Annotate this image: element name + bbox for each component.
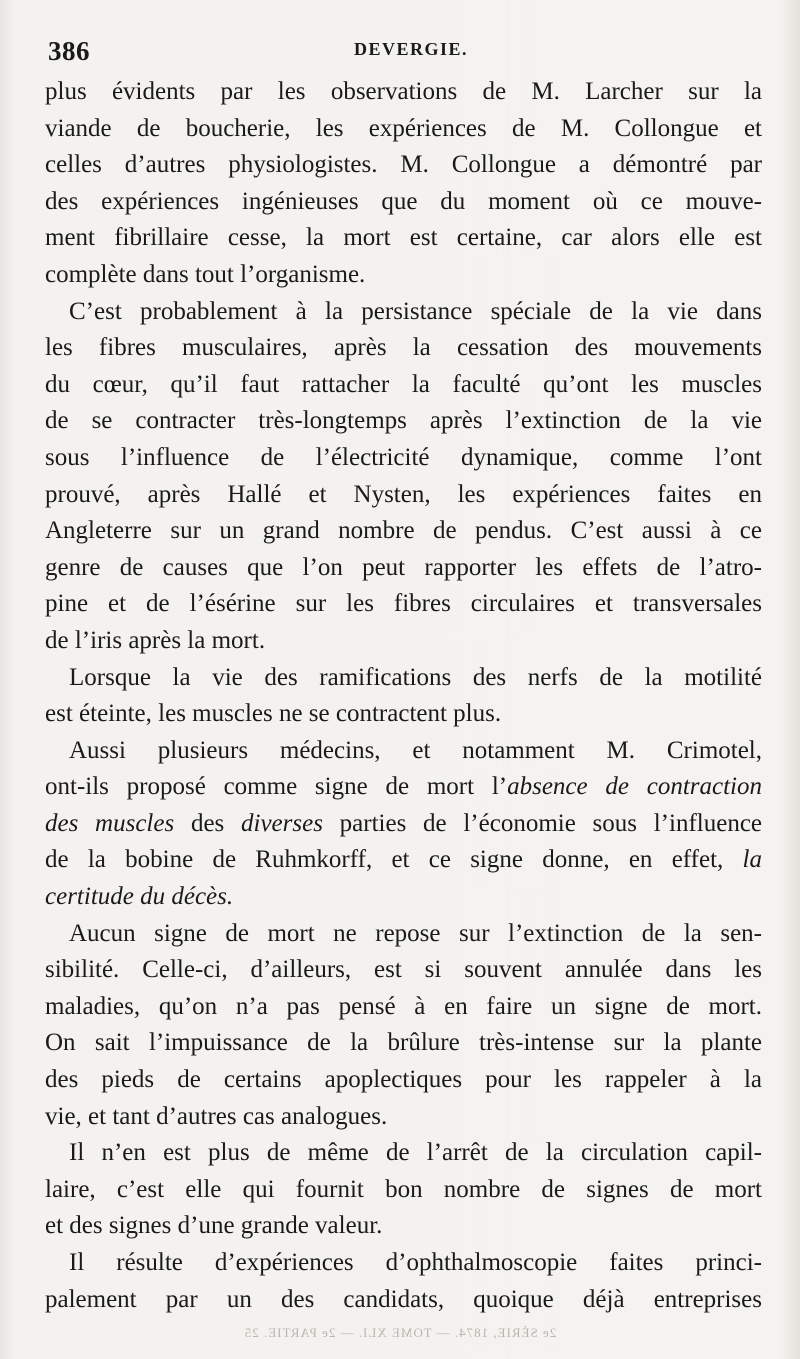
italic-text: certitude du décès. (45, 883, 234, 911)
text-line (45, 550, 762, 587)
text-line (45, 916, 762, 953)
text-segment: On sait l’impuissance de la brûlure très-intense sur la plante (45, 1029, 762, 1057)
text-segment: Aucun signe de mort ne repose sur l’extinction de la sen- (69, 919, 762, 947)
text-line (45, 440, 762, 477)
page-header (48, 36, 758, 72)
bleed-through-footer: 2e SÉRIE, 1874. — TOME XLI. — 2e PARTIE. 25 (243, 1325, 557, 1340)
text-segment: prouvé, après Hallé et Nysten, les expériences faites en (45, 480, 762, 508)
text-line (45, 1099, 762, 1136)
text-line (45, 1245, 762, 1282)
text-line (45, 74, 762, 111)
text-segment: C’est probablement à la persistance spéciale de la vie dans (69, 297, 762, 325)
text-line (45, 111, 762, 148)
page-number: 386 (48, 36, 90, 66)
text-line (45, 623, 762, 660)
text-line (45, 806, 762, 843)
text-line (45, 586, 762, 623)
text-segment: de se contracter très-longtemps après l’extinction de la vie (45, 407, 762, 435)
text-line (45, 952, 762, 989)
text-line (45, 989, 762, 1026)
text-line (45, 660, 762, 697)
text-segment: sibilité. Celle-ci, d’ailleurs, est si souvent annulée dans les (45, 956, 762, 984)
text-line (45, 477, 762, 514)
text-line (45, 330, 762, 367)
text-segment: et des signes d’une grande valeur. (45, 1212, 383, 1240)
text-segment: palement par un des candidats, quoique déjà entreprises (45, 1285, 762, 1313)
text-segment: de l’iris après la mort. (45, 626, 266, 654)
text-segment: genre de causes que l’on peut rapporter les effets de l’atro- (45, 553, 762, 581)
text-segment: maladies, qu’on n’a pas pensé à en faire un signe de mort. (45, 992, 762, 1020)
text-segment: Il n’en est plus de même de l’arrêt de la circulation capil- (69, 1139, 762, 1167)
text-segment: celles d’autres physiologistes. M. Collongue a démontré par (45, 151, 762, 179)
text-line (45, 257, 762, 294)
text-line (45, 220, 762, 257)
text-line (45, 696, 762, 733)
text-line (45, 1025, 762, 1062)
text-line (45, 733, 762, 770)
text-segment: de la bobine de Ruhmkorff, et ce signe donne, en effet, (45, 846, 743, 874)
text-line (45, 842, 762, 879)
text-segment: des (174, 809, 242, 837)
body-text (45, 74, 762, 1318)
text-line (45, 1208, 762, 1245)
text-segment: complète dans tout l’organisme. (45, 260, 366, 288)
text-segment: parties de l’économie sous l’influence (322, 809, 763, 837)
text-line (45, 147, 762, 184)
text-segment: Lorsque la vie des ramifications des nerfs de la motilité (69, 663, 762, 691)
text-segment: Il résulte d’expériences d’ophthalmoscopie faites princi- (69, 1249, 762, 1276)
text-segment: des pieds de certains apoplectiques pour les rappeler à la (45, 1066, 762, 1094)
text-segment: sous l’influence de l’électricité dynamique, comme l’ont (45, 443, 762, 471)
text-segment: ont-ils proposé comme signe de mort l’ (45, 773, 508, 801)
italic-text: des muscles (45, 809, 175, 837)
text-line (45, 294, 762, 331)
text-segment: Angleterre sur un grand nombre de pendus. C’est aussi à ce (45, 517, 762, 545)
text-segment: des expériences ingénieuses que du moment où ce mouve- (45, 187, 762, 215)
text-line (45, 1172, 762, 1209)
text-segment: viande de boucherie, les expériences de M. Collongue et (45, 114, 762, 142)
text-line (45, 1135, 762, 1172)
text-segment: pine et de l’ésérine sur les fibres circulaires et transversales (45, 590, 762, 618)
text-line (45, 513, 762, 550)
italic-text: la (742, 846, 762, 874)
text-line (45, 879, 762, 916)
running-head: DEVERGIE. (354, 39, 469, 59)
text-line (45, 1282, 762, 1319)
text-line (45, 403, 762, 440)
text-segment: laire, c’est elle qui fournit bon nombre de signes de mort (45, 1175, 762, 1203)
text-line (45, 1062, 762, 1099)
text-line (45, 184, 762, 221)
text-segment: du cœur, qu’il faut rattacher la faculté qu’ont les muscles (45, 370, 762, 398)
italic-text: absence de contraction (507, 773, 763, 801)
text-segment: est éteinte, les muscles ne se contractent plus. (45, 700, 502, 728)
text-segment: ment fibrillaire cesse, la mort est certaine, car alors elle est (45, 224, 762, 252)
text-segment: Aussi plusieurs médecins, et notamment M. Crimotel, (69, 736, 762, 764)
text-segment: les fibres musculaires, après la cessation des mouvements (45, 334, 762, 362)
text-segment: plus évidents par les observations de M. Larcher sur la (45, 78, 762, 105)
text-line (45, 367, 762, 404)
italic-text: diverses (241, 809, 323, 837)
text-segment: vie, et tant d’autres cas analogues. (45, 1102, 388, 1130)
text-line (45, 769, 762, 806)
